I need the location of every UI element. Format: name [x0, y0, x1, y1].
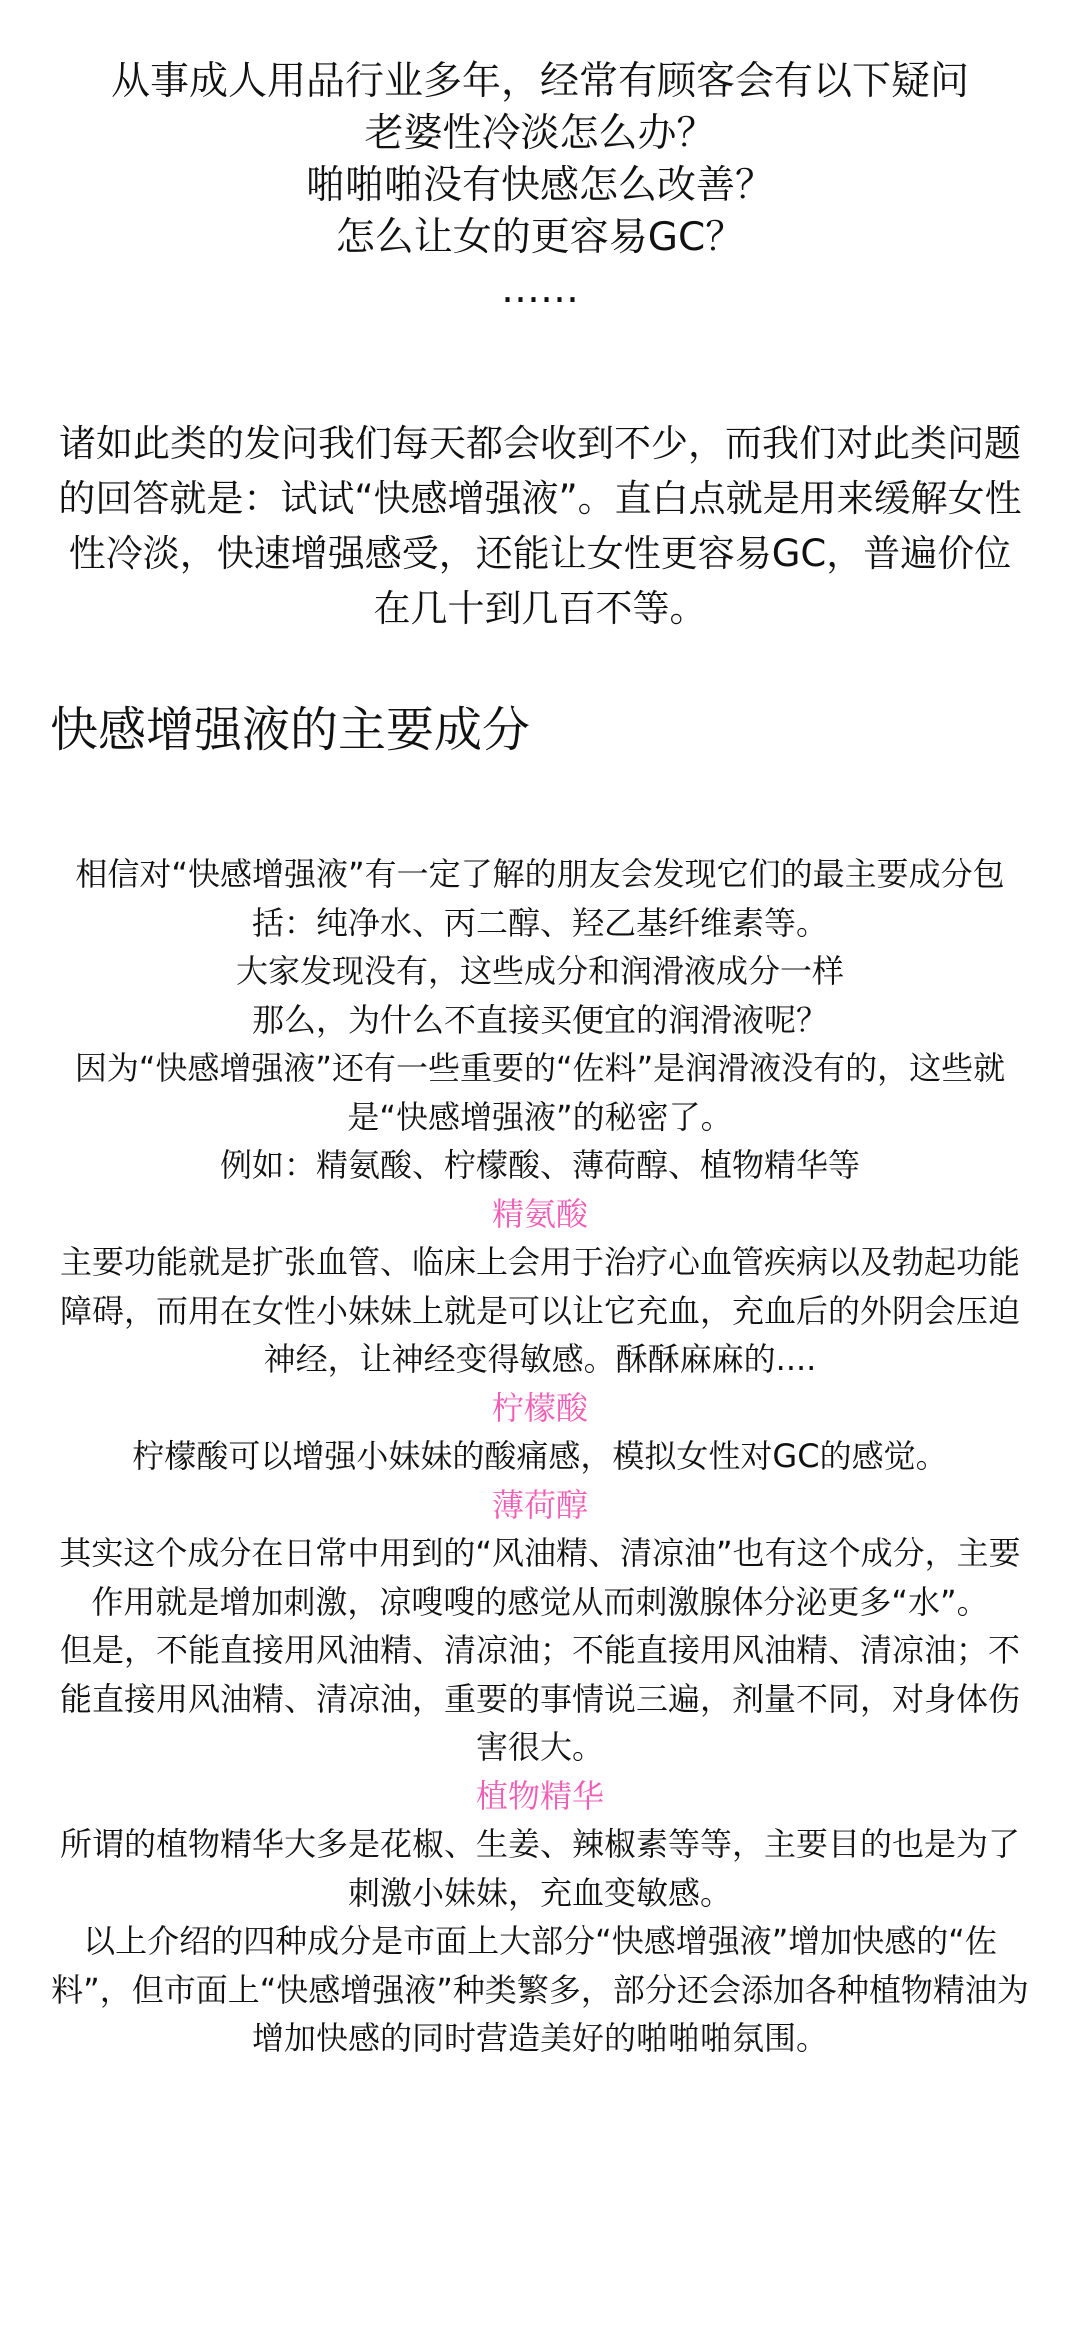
body-paragraph: 其实这个成分在日常中用到的“风油精、清凉油”也有这个成分，主要作用就是增加刺激，凉嗖嗖的感觉从而刺激腺体分泌更多“水”。 — [59, 1534, 1021, 1621]
article-body — [50, 850, 1030, 2063]
subheading-citric-acid: 柠檬酸 — [491, 1388, 588, 1427]
body-paragraph: 大家发现没有，这些成分和润滑液成分一样 — [235, 952, 844, 990]
intro-question: 老婆性冷淡怎么办？ — [364, 111, 716, 156]
body-paragraph: 所谓的植物精华大多是花椒、生姜、辣椒素等等，主要目的也是为了刺激小妹妹，充血变敏感。 — [59, 1825, 1020, 1912]
body-paragraph: 例如：精氨酸、柠檬酸、薄荷醇、植物精华等 — [219, 1146, 860, 1184]
body-paragraph: 因为“快感增强液”还有一些重要的“佐料”是润滑液没有的，这些就是“快感增强液”的秘密了。 — [74, 1049, 1006, 1136]
body-paragraph: 但是，不能直接用风油精、清凉油；不能直接用风油精、清凉油；不能直接用风油精、清凉油，重要的事情说三遍，剂量不同，对身体伤害很大。 — [59, 1631, 1020, 1766]
intro-question: 怎么让女的更容易GC？ — [335, 215, 745, 260]
body-paragraph: 主要功能就是扩张血管、临床上会用于治疗心血管疾病以及勃起功能障碍，而用在女性小妹妹上就是可以让它充血，充血后的外阴会压迫神经，让神经变得敏感。酥酥麻麻的.... — [59, 1243, 1020, 1378]
intro-paragraph: 诸如此类的发问我们每天都会收到不少，而我们对此类问题的回答就是：试试“快感增强液”。直白点就是用来缓解女性性冷淡，快速增强感受，还能让女性更容易GC，普遍价位在几十到几百不等。 — [58, 422, 1022, 630]
intro-question: 啪啪啪没有快感怎么改善？ — [305, 163, 774, 208]
body-paragraph: 那么，为什么不直接买便宜的润滑液呢？ — [251, 1000, 828, 1039]
body-paragraph: 以上介绍的四种成分是市面上大部分“快感增强液”增加快感的“佐料”，但市面上“快感增强液”种类繁多，部分还会添加各种植物精油为增加快感的同时营造美好的啪啪啪氛围。 — [51, 1922, 1029, 2057]
subheading-plant-extract: 植物精华 — [475, 1776, 604, 1815]
body-paragraph: 相信对“快感增强液”有一定了解的朋友会发现它们的最主要成分包括：纯净水、丙二醇、羟乙基纤维素等。 — [75, 855, 1005, 942]
intro-line: 从事成人用品行业多年，经常有顾客会有以下疑问 — [110, 59, 969, 104]
intro-questions — [50, 56, 1030, 316]
subheading-arginine: 精氨酸 — [491, 1194, 588, 1233]
intro-ellipsis: …… — [501, 267, 579, 312]
body-paragraph: 柠檬酸可以增强小妹妹的酸痛感，模拟女性对GC的感觉。 — [132, 1437, 948, 1475]
subheading-menthol: 薄荷醇 — [491, 1485, 588, 1524]
section-heading: 快感增强液的主要成分 — [50, 702, 531, 758]
